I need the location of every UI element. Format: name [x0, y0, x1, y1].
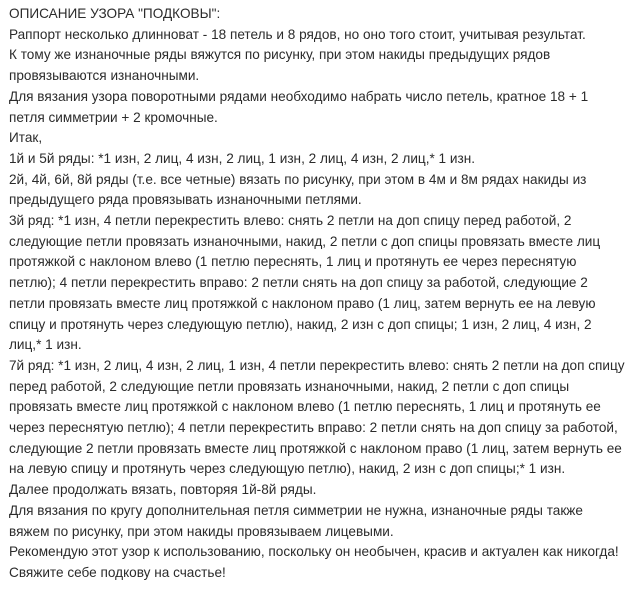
repeat-info-paragraph: Раппорт несколько длинноват - 18 петель и 8 рядов, но оно того стоит, учитывая результат. — [9, 26, 586, 42]
wrong-side-rows-paragraph: К тому же изнаночные ряды вяжутся по рисунку, при этом накиды предыдущих рядов провязываются изнаночными. — [9, 47, 551, 84]
cast-on-paragraph: Для вязания узора поворотными рядами необходимо набрать число петель, кратное 18 + 1 петля симметрии + 2 кромочные. — [9, 88, 589, 125]
continue-instruction: Далее продолжать вязать, повторяя 1й-8й ряды. — [9, 482, 317, 498]
pattern-title: ОПИСАНИЕ УЗОРА "ПОДКОВЫ": — [9, 6, 221, 21]
recommendation-paragraph: Рекомендую этот узор к использованию, поскольку он необычен, красив и актуален как никогда! Свяжите себе подкову на счастье! — [9, 544, 619, 580]
even-rows-instruction: 2й, 4й, 6й, 8й ряды (т.е. все четные) вязать по рисунку, при этом в 4м и 8м рядах накиды из предыдущего ряда провязывать изнаночными петлями. — [9, 171, 587, 208]
so-paragraph: Итак, — [9, 130, 43, 146]
in-the-round-note: Для вязания по кругу дополнительная петля симметрии не нужна, изнаночные ряды также вяжем по рисунку, при этом накиды провязываем лицевыми. — [9, 502, 583, 539]
row-3-instruction: 3й ряд: *1 изн, 4 петли перекрестить влево: снять 2 петли на доп спицу перед работой, 2 следующие петли провязать изнаночными, накид, 2 петли с доп спицы провязать вместе лиц протяжкой с наклоном влево (1 петлю переснять, 1 лиц и протянуть ее через переснятую петлю); 4 петли перекрестить вправо: 2 петли снять на доп спицу за работой, следующие 2 петли провязать вместе лиц протяжкой с наклоном право (1 лиц, затем вернуть ее на левую спицу и протянуть через следующую петлю), накид, 2 изн с доп спицы; 1 изн, 2 лиц, 4 изн, 2 лиц,* 1 изн. — [9, 213, 601, 353]
rows-1-5-instruction: 1й и 5й ряды: *1 изн, 2 лиц, 4 изн, 2 лиц, 1 изн, 2 лиц, 4 изн, 2 лиц,* 1 изн. — [9, 150, 475, 166]
row-7-instruction: 7й ряд: *1 изн, 2 лиц, 4 изн, 2 лиц, 1 изн, 4 петли перекрестить влево: снять 2 петли на доп спицу перед работой, 2 следующие петли провязать изнаночными, накид, 2 петли с доп спицы провязать вместе лиц протяжкой с наклоном влево (1 петлю переснять, 1 лиц и протянуть ее через переснятую петлю); 4 петли перекрестить вправо: 2 петли снять на доп спицу за работой, следующие 2 петли провязать вместе лиц протяжкой с наклоном право (1 лиц, затем вернуть ее на левую спицу и протянуть через следующую петлю), накид, 2 изн с доп спицы;* 1 изн. — [9, 357, 625, 477]
